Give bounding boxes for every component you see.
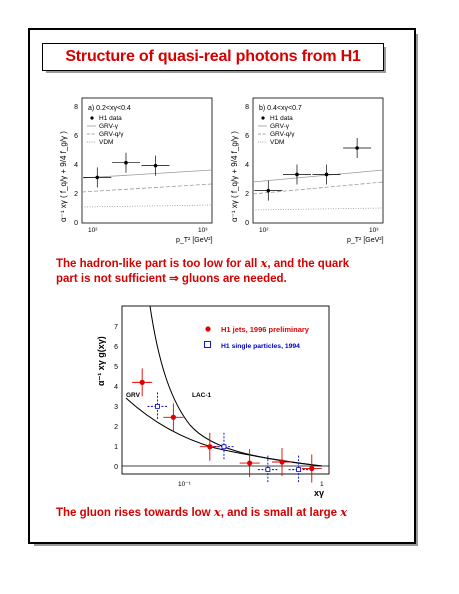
data-point-single-particle <box>222 445 226 449</box>
panel-a <box>59 98 213 244</box>
data-point-jets <box>279 459 284 464</box>
ytick: 0 <box>245 220 249 227</box>
data-point-single-particle <box>297 468 301 472</box>
panel-b-xtick-1: 10² <box>259 227 269 234</box>
caption-2-b: , and is small at large <box>220 507 341 519</box>
data-point-single-particle <box>266 468 270 472</box>
caption-2-var1: x <box>213 505 221 519</box>
data-point <box>266 189 270 193</box>
curve-grv-q-b <box>253 182 383 194</box>
legend-grvq: GRV-q/γ <box>270 131 295 138</box>
panel-a-legend <box>87 115 124 146</box>
legend-grvq: GRV-q/γ <box>99 131 124 138</box>
curve-label-lac1: LAC-1 <box>192 392 212 399</box>
slide-title: Structure of quasi-real photons from H1 <box>65 48 361 65</box>
data-point <box>355 146 359 150</box>
data-point-single-particle <box>155 404 159 408</box>
caption-1-line2a: part is not sufficient <box>56 273 170 285</box>
curve-vdm-b <box>253 208 383 210</box>
panel-a-xtick-2: 10³ <box>198 227 208 234</box>
gluon-xtick-1: 10⁻¹ <box>178 481 191 488</box>
ytick: 3 <box>114 404 118 411</box>
ytick: 0 <box>114 464 118 471</box>
legend-grv: GRV-γ <box>99 123 119 130</box>
data-point-jets <box>247 460 252 465</box>
ytick: 5 <box>114 364 118 371</box>
data-point <box>95 176 99 180</box>
gluon-xlabel: xγ <box>314 488 325 498</box>
data-point-jets <box>309 466 314 471</box>
data-point-jets <box>207 444 212 449</box>
caption-1-var: x <box>260 256 268 270</box>
legend-red-dot <box>205 326 210 331</box>
ytick: 0 <box>74 220 78 227</box>
caption-1 <box>56 256 396 287</box>
panel-b-xtick-2: 10³ <box>369 227 379 234</box>
ytick: 2 <box>74 191 78 198</box>
caption-1-line2b: gluons are needed. <box>178 273 287 285</box>
ytick: 8 <box>245 104 249 111</box>
gluon-plot <box>96 306 329 498</box>
caption-1-line1b: , and the quark <box>267 258 350 270</box>
ytick: 4 <box>74 162 78 169</box>
panel-b-points <box>254 138 371 201</box>
panel-a-yticks <box>74 104 78 227</box>
legend-dot <box>261 116 264 119</box>
panel-a-xlabel: p_T² [GeV²] <box>176 237 213 244</box>
curve-label-grv: GRV <box>126 392 140 399</box>
legend-red-label: H1 jets, 1996 preliminary <box>221 325 309 334</box>
legend-blue-square <box>205 342 211 348</box>
panel-a-ylabel: α⁻¹ xγ ( f_q/γ + 9/4 f_g/γ ) <box>59 131 68 222</box>
panel-b-yticks <box>245 104 249 227</box>
ytick: 7 <box>114 324 118 331</box>
ytick: 2 <box>114 424 118 431</box>
caption-1-line1a: The hadron-like part is too low for all <box>56 258 261 270</box>
ytick: 1 <box>114 444 118 451</box>
gluon-ylabel: α⁻¹ xγ g(xγ) <box>96 336 106 386</box>
legend-h1: H1 data <box>99 115 122 122</box>
curve-vdm-a <box>82 205 212 207</box>
data-point <box>124 161 128 165</box>
ytick: 4 <box>114 384 118 391</box>
caption-2-a: The gluon rises towards low <box>56 507 214 519</box>
legend-blue-label: H1 single particles, 1994 <box>221 343 300 350</box>
panel-b-ylabel: α⁻¹ xγ ( f_q/γ + 9/4 f_g/γ ) <box>230 131 239 222</box>
panel-a-label: a) 0.2<xγ<0.4 <box>88 105 131 112</box>
ytick: 6 <box>114 344 118 351</box>
legend-grv: GRV-γ <box>270 123 290 130</box>
ytick: 2 <box>245 191 249 198</box>
caption-2 <box>56 505 396 521</box>
legend-h1: H1 data <box>270 115 293 122</box>
data-point <box>295 173 299 177</box>
panel-a-points <box>83 153 169 188</box>
data-point <box>325 173 329 177</box>
data-point-jets <box>171 415 176 420</box>
legend-vdm: VDM <box>99 139 114 146</box>
panel-b-label: b) 0.4<xγ<0.7 <box>259 105 302 112</box>
panel-a-xtick-1: 10² <box>88 227 98 234</box>
ytick: 4 <box>245 162 249 169</box>
panel-b-xlabel: p_T² [GeV²] <box>347 237 384 244</box>
gluon-xtick-unit: 1 <box>320 481 324 488</box>
gluon-yticks <box>114 324 118 471</box>
curve-grv-gamma-b <box>253 170 383 182</box>
panel-b-legend <box>258 115 295 146</box>
panel-b <box>230 98 384 244</box>
data-point-jets <box>140 380 145 385</box>
caption-2-var2: x <box>340 505 348 519</box>
implies-arrow: ⇒ <box>169 273 179 285</box>
ytick: 6 <box>245 133 249 140</box>
curve-grv-q-a <box>82 184 212 192</box>
data-point <box>154 164 158 168</box>
legend-dot <box>90 116 93 119</box>
ytick: 8 <box>74 104 78 111</box>
legend-vdm: VDM <box>270 139 285 146</box>
ytick: 6 <box>74 133 78 140</box>
curve-grv-gamma-a <box>82 170 212 178</box>
